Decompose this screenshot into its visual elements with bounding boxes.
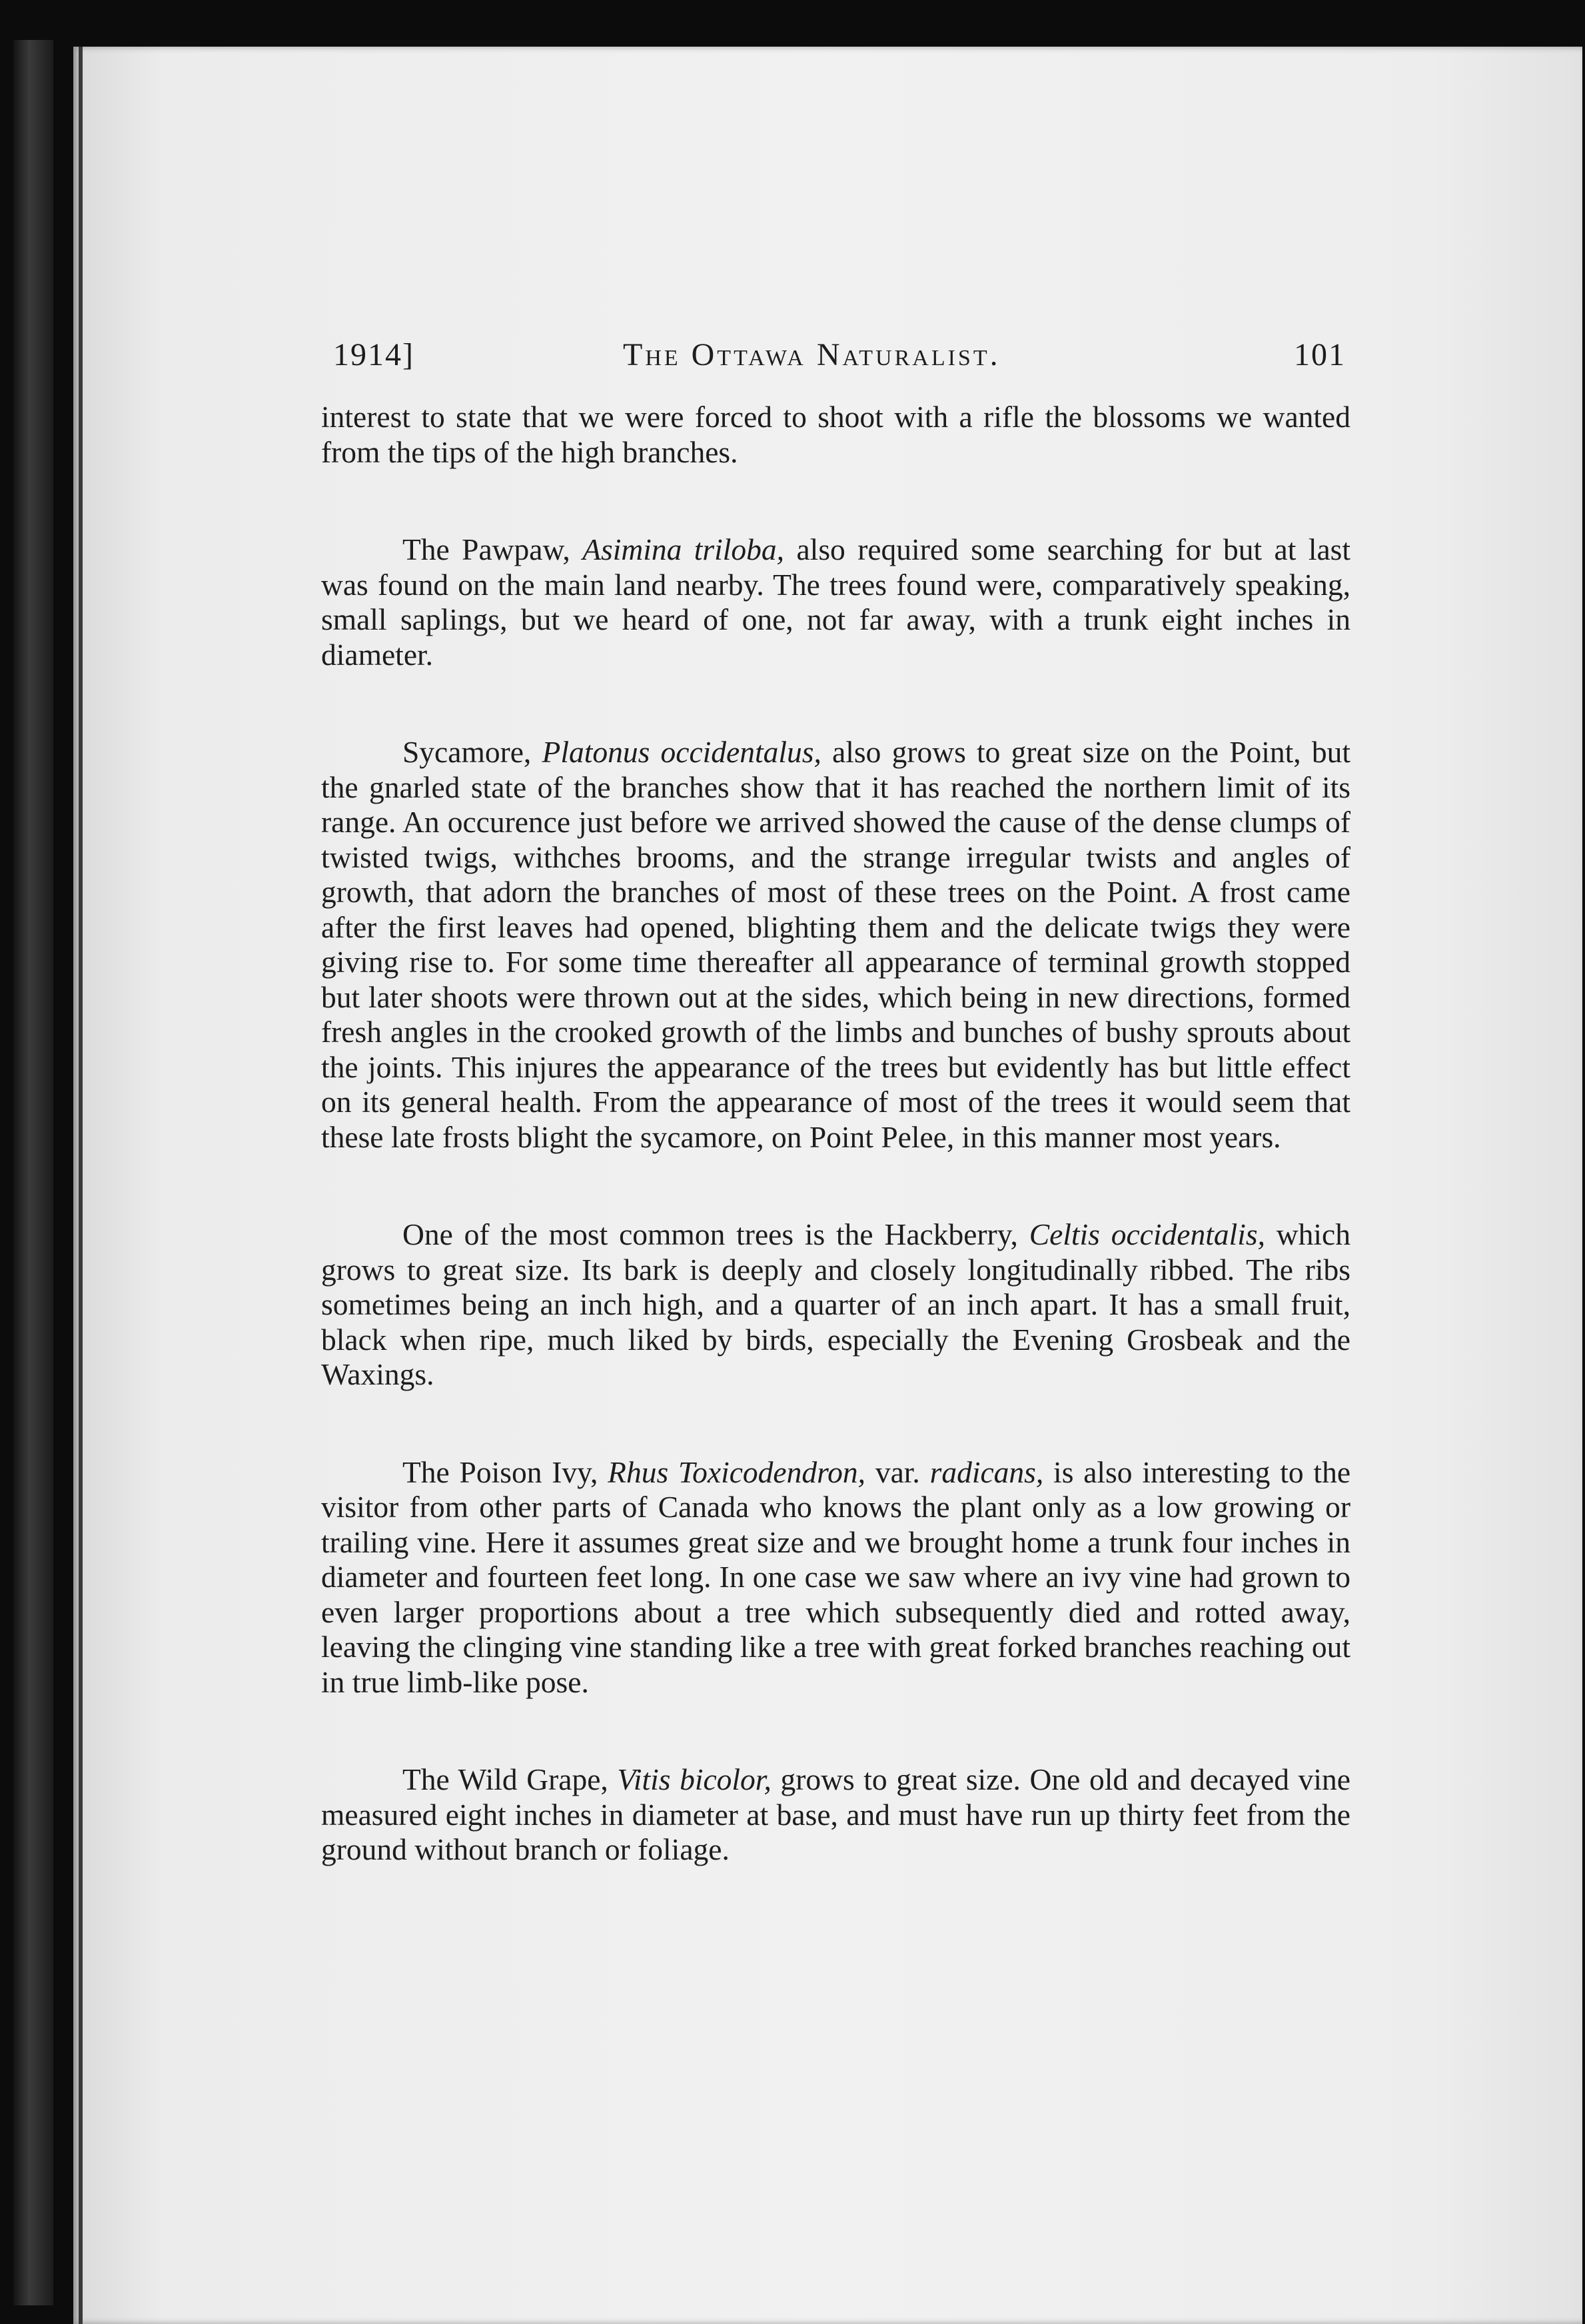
paragraph-lead: One of the most common trees is the Hackberry, bbox=[402, 1217, 1029, 1251]
header-journal-title: The Ottawa Naturalist. bbox=[623, 337, 1001, 372]
paragraph-wild-grape bbox=[321, 1762, 1350, 1868]
species-name: Platonus occidentalus, bbox=[542, 735, 821, 769]
article-body bbox=[321, 400, 1350, 1930]
running-head bbox=[333, 336, 1346, 390]
paragraph-sycamore bbox=[321, 735, 1350, 1155]
header-year: 1914] bbox=[333, 337, 414, 372]
page-gutter-edge bbox=[79, 47, 83, 2324]
paragraph-lead: The Wild Grape, bbox=[402, 1762, 618, 1796]
paragraph-text: also grows to great size on the Point, but the gnarled state of the branches show that it has reached the northern limit of its range. An occurence just before we arrived showed the cause of the dense clumps of twisted twigs, withches brooms, and the strange irregular twists and angles of growth, that adorn the branches of most of these trees on the Point. A frost came after the first leaves had opened, blighting them and the delicate twigs they were giving rise to. For some time thereafter all appearance of terminal growth stopped but later shoots were thrown out at the sides, which being in new directions, formed fresh angles in the crooked growth of the limbs and bunches of bushy sprouts about the joints. This injures the appearance of the trees but evidently has but little effect on its general health. From the appearance of most of the trees it would seem that these late frosts blight the sycamore, on Point Pelee, in this manner most years. bbox=[321, 735, 1351, 1154]
paragraph-lead: Sycamore, bbox=[402, 735, 542, 769]
species-name: Vitis bicolor, bbox=[617, 1762, 772, 1796]
paragraph-text: is also interesting to the visitor from other parts of Canada who knows the plant only as a low growing or trailing vine. Here it assumes great size and we brought home a trunk four inches in diameter and fourteen feet long. In one case we saw where an ivy vine had grown to even larger proportions about a tree which subsequently died and rotted away, leaving the clinging vine standing like a tree with great forked branches reaching out in true limb-like pose. bbox=[321, 1454, 1351, 1699]
species-name: Rhus Toxicodendron, bbox=[608, 1454, 865, 1489]
paragraph-hackberry bbox=[321, 1217, 1350, 1393]
paragraph-poison-ivy bbox=[321, 1455, 1350, 1700]
paragraph-variety-label: var. bbox=[865, 1454, 930, 1489]
paragraph-lead: The Poison Ivy, bbox=[402, 1454, 608, 1489]
book-binding-edge bbox=[13, 40, 53, 2305]
variety-name: radicans, bbox=[929, 1454, 1044, 1489]
species-name: Asimina triloba, bbox=[582, 532, 785, 566]
paragraph-text: also required some searching for but at last was found on the main land nearby. The trees found were, comparatively speaking, small saplings, but we heard of one, not far away, with a trunk eight inches in diameter. bbox=[321, 532, 1350, 672]
paragraph-rifle-blossoms bbox=[321, 400, 1350, 470]
paragraph-lead: The Pawpaw, bbox=[402, 532, 583, 566]
page-number: 101 bbox=[1294, 337, 1346, 372]
paragraph-text: interest to state that we were forced to shoot with a rifle the blossoms we wanted from the tips of the high branches. bbox=[321, 400, 1350, 469]
species-name: Celtis occidentalis, bbox=[1029, 1217, 1265, 1251]
paragraph-pawpaw bbox=[321, 532, 1350, 672]
paragraph-text: grows to great size. One old and decayed vine measured eight inches in diameter at base, and must have run up thirty feet from the ground without branch or foliage. bbox=[321, 1762, 1350, 1866]
paragraph-text: which grows to great size. Its bark is deeply and closely longitudinally ribbed. The ribs sometimes being an inch high, and a quarter of an inch apart. It has a small fruit, black when ripe, much liked by birds, especially the Evening Grosbeak and the Waxings. bbox=[321, 1217, 1350, 1391]
